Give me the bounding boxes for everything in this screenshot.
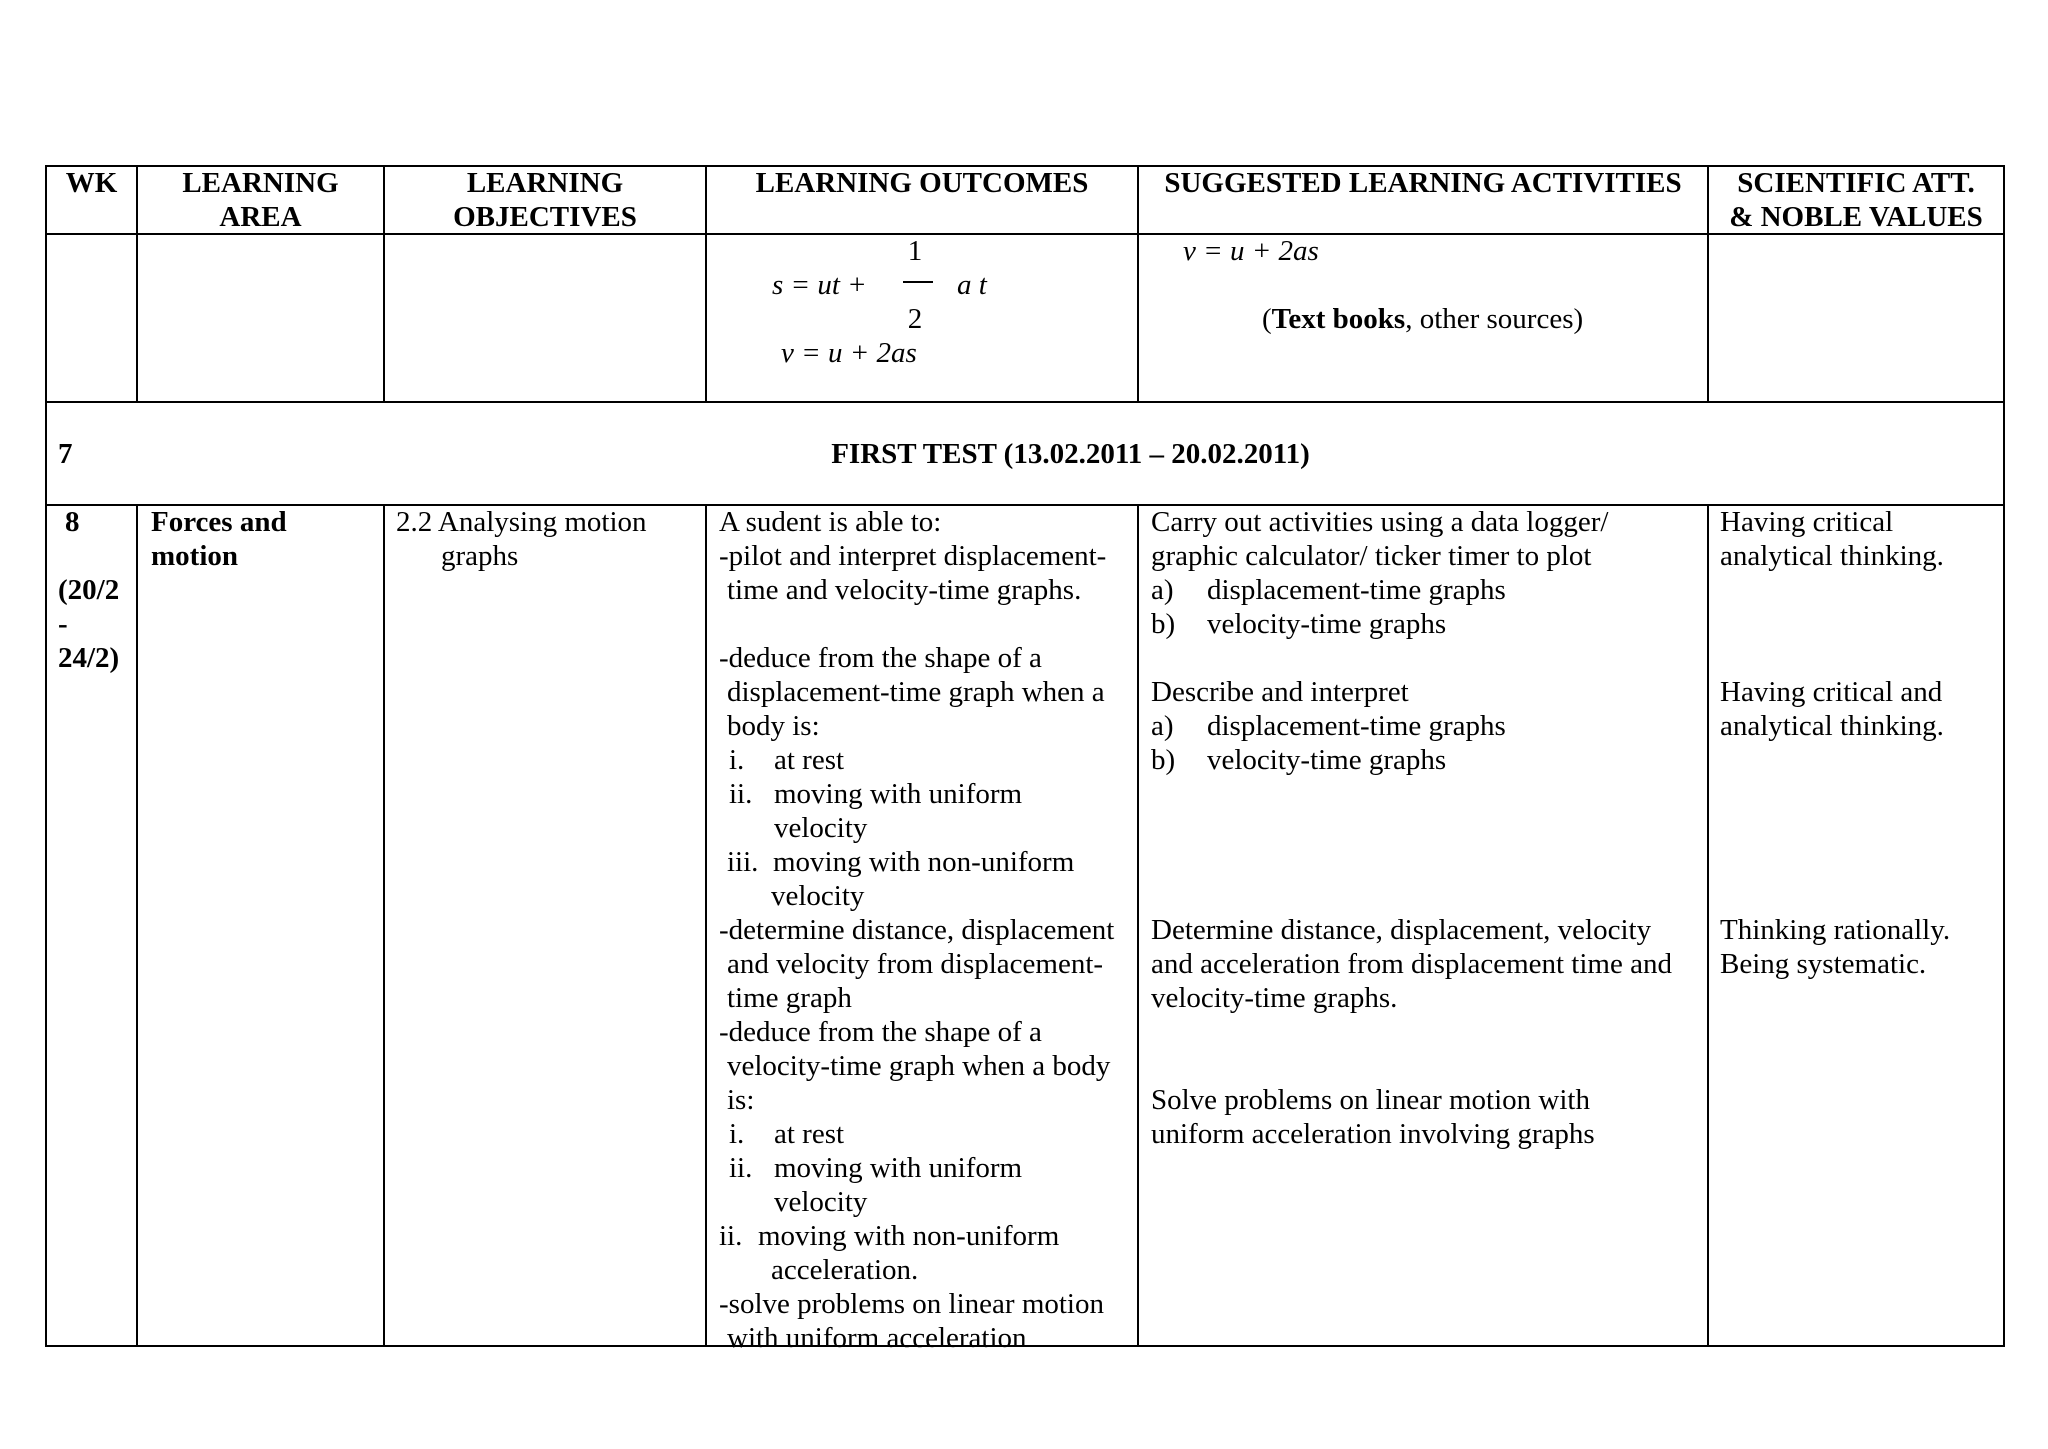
activity-line: velocity-time graphs bbox=[1207, 608, 1447, 640]
week-number: 8 bbox=[65, 506, 80, 538]
learning-objective: graphs bbox=[441, 540, 519, 572]
value-line: Being systematic. bbox=[1720, 948, 1927, 980]
outcome-line: moving with uniform bbox=[774, 1152, 1023, 1184]
header-objectives-line2: OBJECTIVES bbox=[453, 201, 637, 233]
outcome-line: -determine distance, displacement bbox=[719, 914, 1115, 946]
week-date: 24/2) bbox=[58, 642, 120, 674]
outcome-line: -pilot and interpret displacement- bbox=[719, 540, 1107, 572]
activity-list-marker: a) bbox=[1151, 710, 1174, 742]
outcome-line: velocity-time graph when a body bbox=[727, 1050, 1111, 1082]
header-values-line2: & NOBLE VALUES bbox=[1729, 201, 1983, 233]
value-line: Having critical bbox=[1720, 506, 1894, 538]
outcome-list-marker: i. bbox=[729, 1118, 745, 1150]
outcome-line: acceleration. bbox=[771, 1254, 919, 1286]
activity-line: Solve problems on linear motion with bbox=[1151, 1084, 1590, 1116]
activity-line: displacement-time graphs bbox=[1207, 574, 1506, 606]
outcome-list-marker: i. bbox=[729, 744, 745, 776]
activity-line: graphic calculator/ ticker timer to plot bbox=[1151, 540, 1592, 572]
column-divider bbox=[705, 504, 707, 1347]
activity-line: Carry out activities using a data logger/ bbox=[1151, 506, 1609, 538]
header-objectives-line1: LEARNING bbox=[466, 167, 624, 199]
outcome-line: is: bbox=[727, 1084, 755, 1116]
activity-list-marker: a) bbox=[1151, 574, 1174, 606]
column-divider bbox=[1137, 504, 1139, 1347]
learning-area: Forces and bbox=[151, 506, 287, 538]
equation-displacement: s = ut + bbox=[772, 269, 867, 301]
outcome-line: velocity bbox=[774, 812, 868, 844]
test-week-number: 7 bbox=[58, 438, 73, 470]
outcome-line: -deduce from the shape of a bbox=[719, 1016, 1042, 1048]
outcome-line: moving with uniform bbox=[774, 778, 1023, 810]
table-border-left bbox=[45, 165, 47, 1347]
column-divider bbox=[1137, 165, 1139, 402]
value-line: analytical thinking. bbox=[1720, 540, 1944, 572]
fraction-numerator: 1 bbox=[907, 235, 923, 267]
outcome-line: -deduce from the shape of a bbox=[719, 642, 1042, 674]
column-divider bbox=[1707, 504, 1709, 1347]
outcome-line: body is: bbox=[727, 710, 820, 742]
outcome-list-marker: ii. bbox=[729, 778, 753, 810]
outcome-line: at rest bbox=[774, 1118, 845, 1150]
learning-objective: 2.2 Analysing motion bbox=[396, 506, 647, 538]
activity-line: displacement-time graphs bbox=[1207, 710, 1506, 742]
outcome-list-marker: ii. bbox=[729, 1152, 753, 1184]
column-divider bbox=[136, 504, 138, 1347]
table-border-right bbox=[2003, 165, 2005, 1347]
outcome-list-marker: ii. bbox=[719, 1220, 743, 1252]
header-values-line1: SCIENTIFIC ATT. bbox=[1737, 167, 1975, 199]
column-divider bbox=[705, 165, 707, 402]
row-divider bbox=[45, 401, 2005, 403]
outcome-line: and velocity from displacement- bbox=[727, 948, 1104, 980]
value-line: Thinking rationally. bbox=[1720, 914, 1951, 946]
activity-line: Describe and interpret bbox=[1151, 676, 1409, 708]
activity-list-marker: b) bbox=[1151, 744, 1176, 776]
outcome-line: with uniform acceleration bbox=[727, 1322, 1027, 1354]
outcome-line: at rest bbox=[774, 744, 845, 776]
outcome-line: time and velocity-time graphs. bbox=[727, 574, 1082, 606]
outcome-line: velocity bbox=[774, 1186, 868, 1218]
equation-displacement-tail: a t bbox=[957, 269, 987, 301]
test-title: FIRST TEST (13.02.2011 – 20.02.2011) bbox=[831, 438, 1310, 470]
activity-line: Determine distance, displacement, velocity bbox=[1151, 914, 1652, 946]
outcome-line: moving with non-uniform bbox=[773, 846, 1075, 878]
equation-velocity: v = u + 2as bbox=[781, 337, 917, 369]
header-wk: WK bbox=[65, 167, 118, 199]
outcome-line: moving with non-uniform bbox=[758, 1220, 1060, 1252]
value-line: Having critical and bbox=[1720, 676, 1943, 708]
activity-line: velocity-time graphs. bbox=[1151, 982, 1398, 1014]
outcome-line: A sudent is able to: bbox=[719, 506, 942, 538]
activity-line: and acceleration from displacement time and bbox=[1151, 948, 1672, 980]
outcome-line: velocity bbox=[771, 880, 865, 912]
header-outcomes: LEARNING OUTCOMES bbox=[755, 167, 1089, 199]
activity-line: velocity-time graphs bbox=[1207, 744, 1447, 776]
header-learning-area-line2: AREA bbox=[219, 201, 302, 233]
activity-equation: v = u + 2as bbox=[1183, 235, 1319, 267]
column-divider bbox=[383, 504, 385, 1347]
activity-list-marker: b) bbox=[1151, 608, 1176, 640]
sources-note: (Text books, other sources) bbox=[1262, 303, 1584, 335]
week-date: (20/2 bbox=[58, 574, 120, 606]
value-line: analytical thinking. bbox=[1720, 710, 1944, 742]
learning-area: motion bbox=[151, 540, 238, 572]
outcome-line: -solve problems on linear motion bbox=[719, 1288, 1104, 1320]
row-divider bbox=[45, 504, 2005, 506]
outcome-list-marker: iii. bbox=[727, 846, 759, 878]
header-activities: SUGGESTED LEARNING ACTIVITIES bbox=[1164, 167, 1682, 199]
fraction-denominator: 2 bbox=[907, 303, 923, 335]
outcome-line: time graph bbox=[727, 982, 852, 1014]
fraction-bar bbox=[903, 281, 933, 283]
header-learning-area-line1: LEARNING bbox=[182, 167, 339, 199]
outcome-line: displacement-time graph when a bbox=[727, 676, 1105, 708]
week-date: - bbox=[58, 608, 68, 640]
activity-line: uniform acceleration involving graphs bbox=[1151, 1118, 1595, 1150]
